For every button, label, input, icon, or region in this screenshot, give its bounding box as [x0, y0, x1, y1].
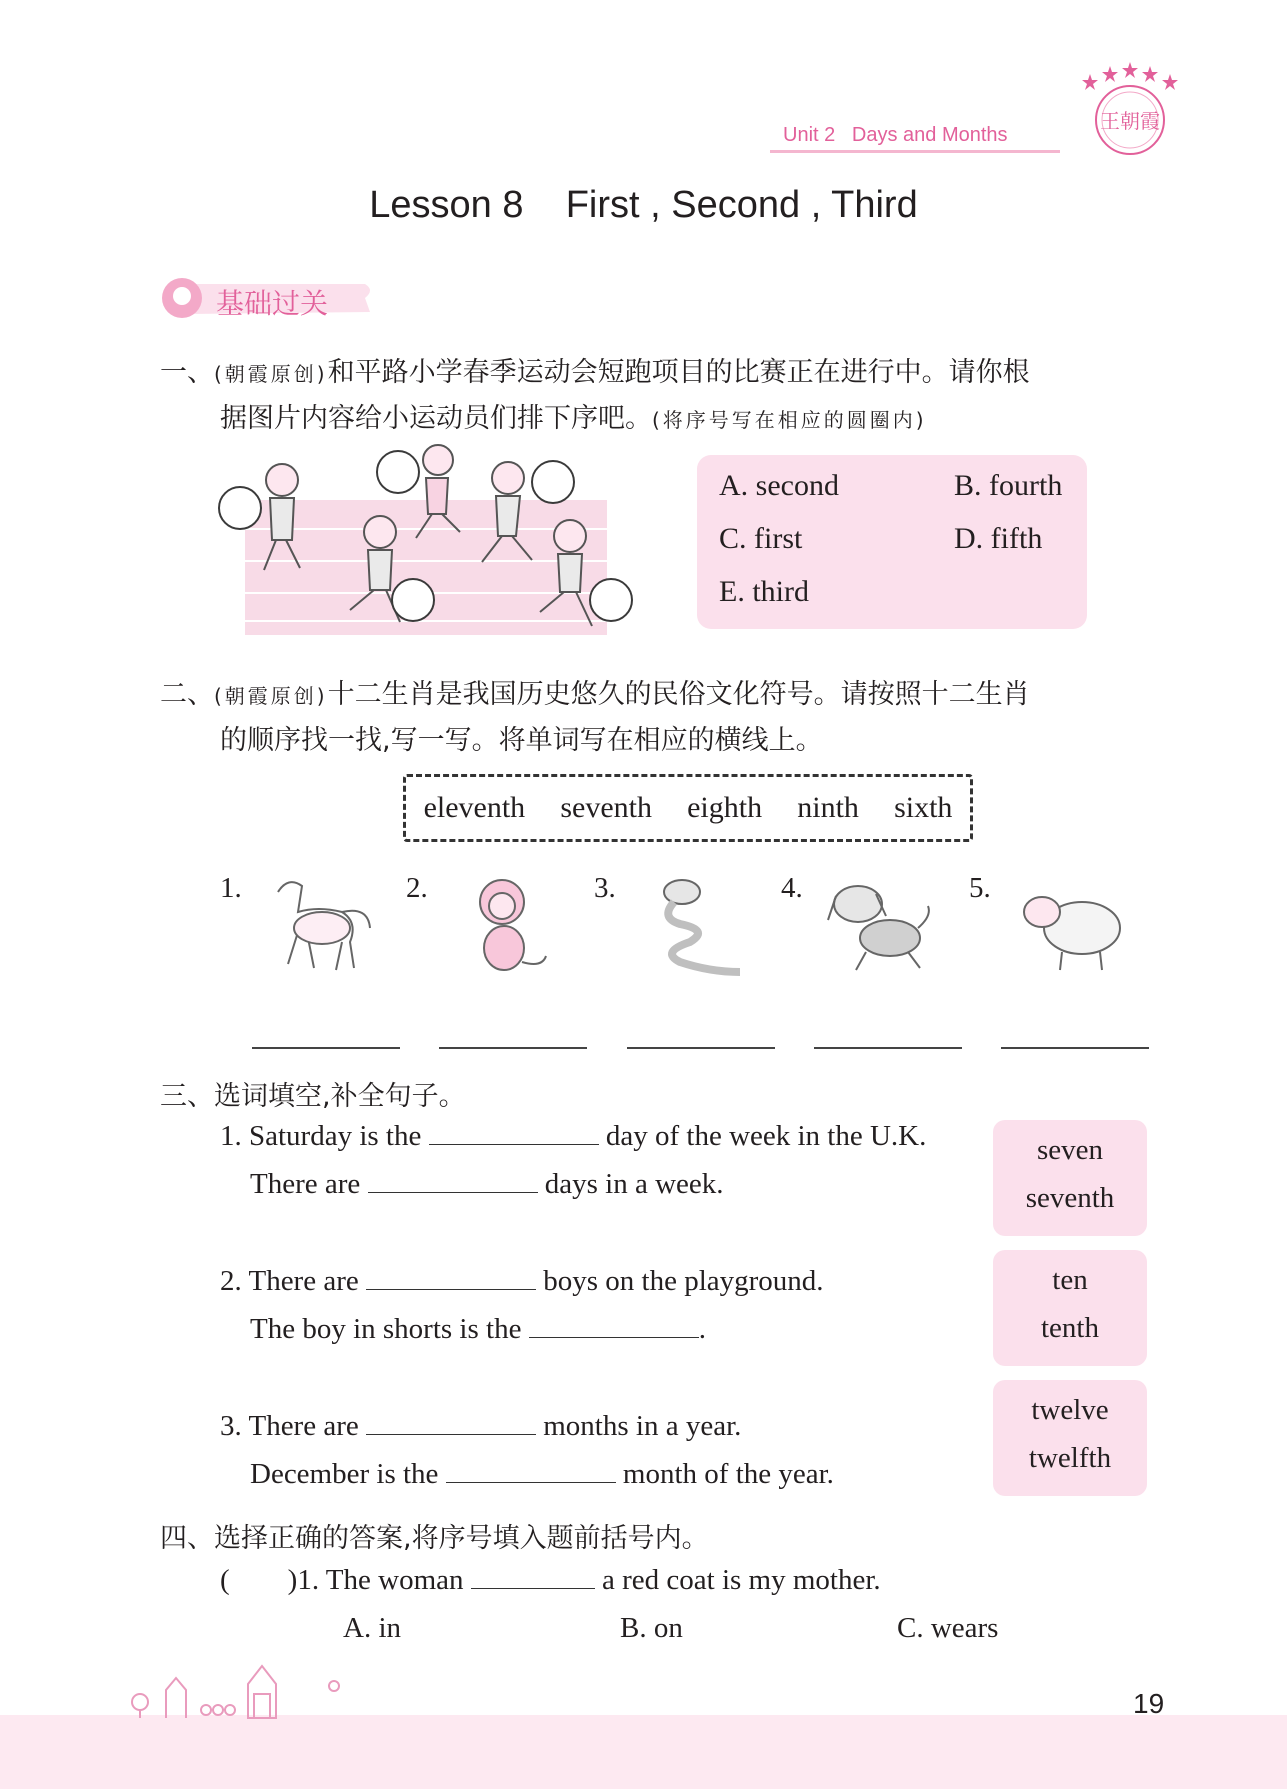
q3-item2-b	[250, 1313, 706, 1346]
answer-circle-5[interactable]	[589, 578, 633, 622]
choice-ten: ten	[1052, 1264, 1088, 1296]
q1-line1	[160, 350, 1030, 389]
q3-3b-pre: December is the	[250, 1458, 439, 1490]
choice-seven: seven	[1036, 1134, 1104, 1166]
choice-tenth: tenth	[1041, 1312, 1099, 1344]
q2-line2: 的顺序找一找,写一写。将单词写在相应的横线上。	[220, 725, 823, 756]
answer-circle-1[interactable]	[218, 486, 262, 530]
zodiac-num-1: 1.	[220, 872, 242, 904]
q3-choices-1	[993, 1120, 1147, 1236]
word-eighth: eighth	[687, 791, 763, 824]
q3-1b-blank[interactable]	[368, 1168, 538, 1193]
option-b: B. fourth	[954, 469, 1063, 502]
section-badge-label: 基础过关	[216, 287, 329, 320]
q4-title: 四、选择正确的答案,将序号填入题前括号内。	[160, 1523, 709, 1554]
q4-1-blank[interactable]	[471, 1564, 595, 1589]
option-d: D. fifth	[954, 522, 1043, 555]
q3-1a-pre: 1. Saturday is the	[220, 1120, 422, 1152]
lesson-title: Lesson 8 First , Second , Third	[369, 184, 918, 226]
q4-item1	[220, 1564, 881, 1597]
q3-3a-pre: 3. There are	[220, 1410, 359, 1442]
monkey-icon	[462, 872, 552, 982]
q3-3a-blank[interactable]	[366, 1410, 536, 1435]
zodiac-num-4: 4.	[781, 872, 803, 904]
q4-1-option-c: C. wears	[897, 1612, 999, 1644]
word-seventh: seventh	[560, 791, 652, 824]
choice-seventh: seventh	[1025, 1182, 1115, 1214]
word-ninth: ninth	[797, 791, 859, 824]
answer-line-1[interactable]	[252, 1047, 400, 1049]
word-sixth: sixth	[894, 791, 953, 824]
word-eleventh: eleventh	[423, 791, 526, 824]
q4-1-question: )1. The woman	[287, 1564, 464, 1596]
q1-text2: 据图片内容给小运动员们排下序吧。	[220, 403, 652, 434]
q3-1b-post: days in a week.	[544, 1168, 724, 1200]
horse-icon	[258, 872, 378, 982]
header-unit	[783, 124, 1008, 147]
answer-line-5[interactable]	[1001, 1047, 1149, 1049]
q2-prefix: 二、	[160, 679, 214, 710]
unit-label: Unit 2	[783, 124, 836, 146]
q3-3a-post: months in a year.	[543, 1410, 742, 1442]
header-divider	[770, 150, 1060, 153]
answer-line-4[interactable]	[814, 1047, 962, 1049]
page-number: 19	[1133, 1688, 1165, 1719]
q2-text1: 十二生肖是我国历史悠久的民俗文化符号。请按照十二生肖	[327, 679, 1030, 710]
publisher-logo	[1070, 58, 1190, 158]
option-e: E. third	[719, 575, 809, 608]
answer-circle-4[interactable]	[391, 578, 435, 622]
choice-twelve: twelve	[1031, 1394, 1109, 1426]
q3-choices-2	[993, 1250, 1147, 1366]
q4-1-option-b: B. on	[620, 1612, 683, 1644]
q3-item3-a	[220, 1410, 741, 1443]
q3-item3-b	[250, 1458, 834, 1491]
answer-line-3[interactable]	[627, 1047, 775, 1049]
dog-icon	[820, 872, 940, 982]
q3-3b-blank[interactable]	[446, 1458, 616, 1483]
q3-2b-blank[interactable]	[529, 1313, 699, 1338]
sheep-icon	[1012, 872, 1132, 982]
answer-line-2[interactable]	[439, 1047, 587, 1049]
q1-options-box	[697, 455, 1087, 629]
unit-title: Days and Months	[851, 124, 1008, 146]
q3-item1-b	[250, 1168, 724, 1201]
q3-2a-post: boys on the playground.	[543, 1265, 824, 1297]
q3-item2-a	[220, 1265, 824, 1298]
q4-1-post: a red coat is my mother.	[602, 1564, 881, 1596]
choice-twelfth: twelfth	[1028, 1442, 1112, 1474]
q2-source: (朝霞原创)	[214, 684, 328, 708]
q3-title: 三、选词填空,补全句子。	[160, 1081, 466, 1112]
q1-note: (将序号写在相应的圆圈内)	[652, 408, 927, 432]
zodiac-num-5: 5.	[969, 872, 991, 904]
q2-line1	[160, 672, 1030, 711]
snake-icon	[640, 872, 750, 982]
q1-prefix: 一、	[160, 357, 214, 388]
q3-1a-blank[interactable]	[429, 1120, 599, 1145]
q3-1b-pre: There are	[250, 1168, 361, 1200]
zodiac-num-2: 2.	[406, 872, 428, 904]
q4-1-option-a: A. in	[343, 1612, 401, 1644]
q3-2b-pre: The boy in shorts is the	[250, 1313, 522, 1345]
answer-circle-3[interactable]	[531, 460, 575, 504]
footer-band	[0, 1715, 1287, 1789]
option-a: A. second	[719, 469, 839, 502]
q3-3b-post: month of the year.	[622, 1458, 834, 1490]
q3-2b-post: .	[698, 1313, 706, 1345]
q1-line2	[220, 396, 927, 435]
q3-1a-post: day of the week in the U.K.	[605, 1120, 927, 1152]
q3-2a-pre: 2. There are	[220, 1265, 359, 1297]
q4-1-paren-open: (	[220, 1564, 230, 1596]
q3-2a-blank[interactable]	[366, 1265, 536, 1290]
castle-decoration-icon	[120, 1650, 380, 1720]
logo-text: 王朝霞	[1100, 109, 1160, 133]
option-c: C. first	[719, 522, 803, 555]
q1-text1: 和平路小学春季运动会短跑项目的比赛正在进行中。请你根	[327, 357, 1030, 388]
q3-item1-a	[220, 1120, 926, 1153]
q1-source: (朝霞原创)	[214, 362, 328, 386]
zodiac-num-3: 3.	[594, 872, 616, 904]
answer-circle-2[interactable]	[376, 450, 420, 494]
q3-choices-3	[993, 1380, 1147, 1496]
word-bank	[403, 774, 973, 842]
